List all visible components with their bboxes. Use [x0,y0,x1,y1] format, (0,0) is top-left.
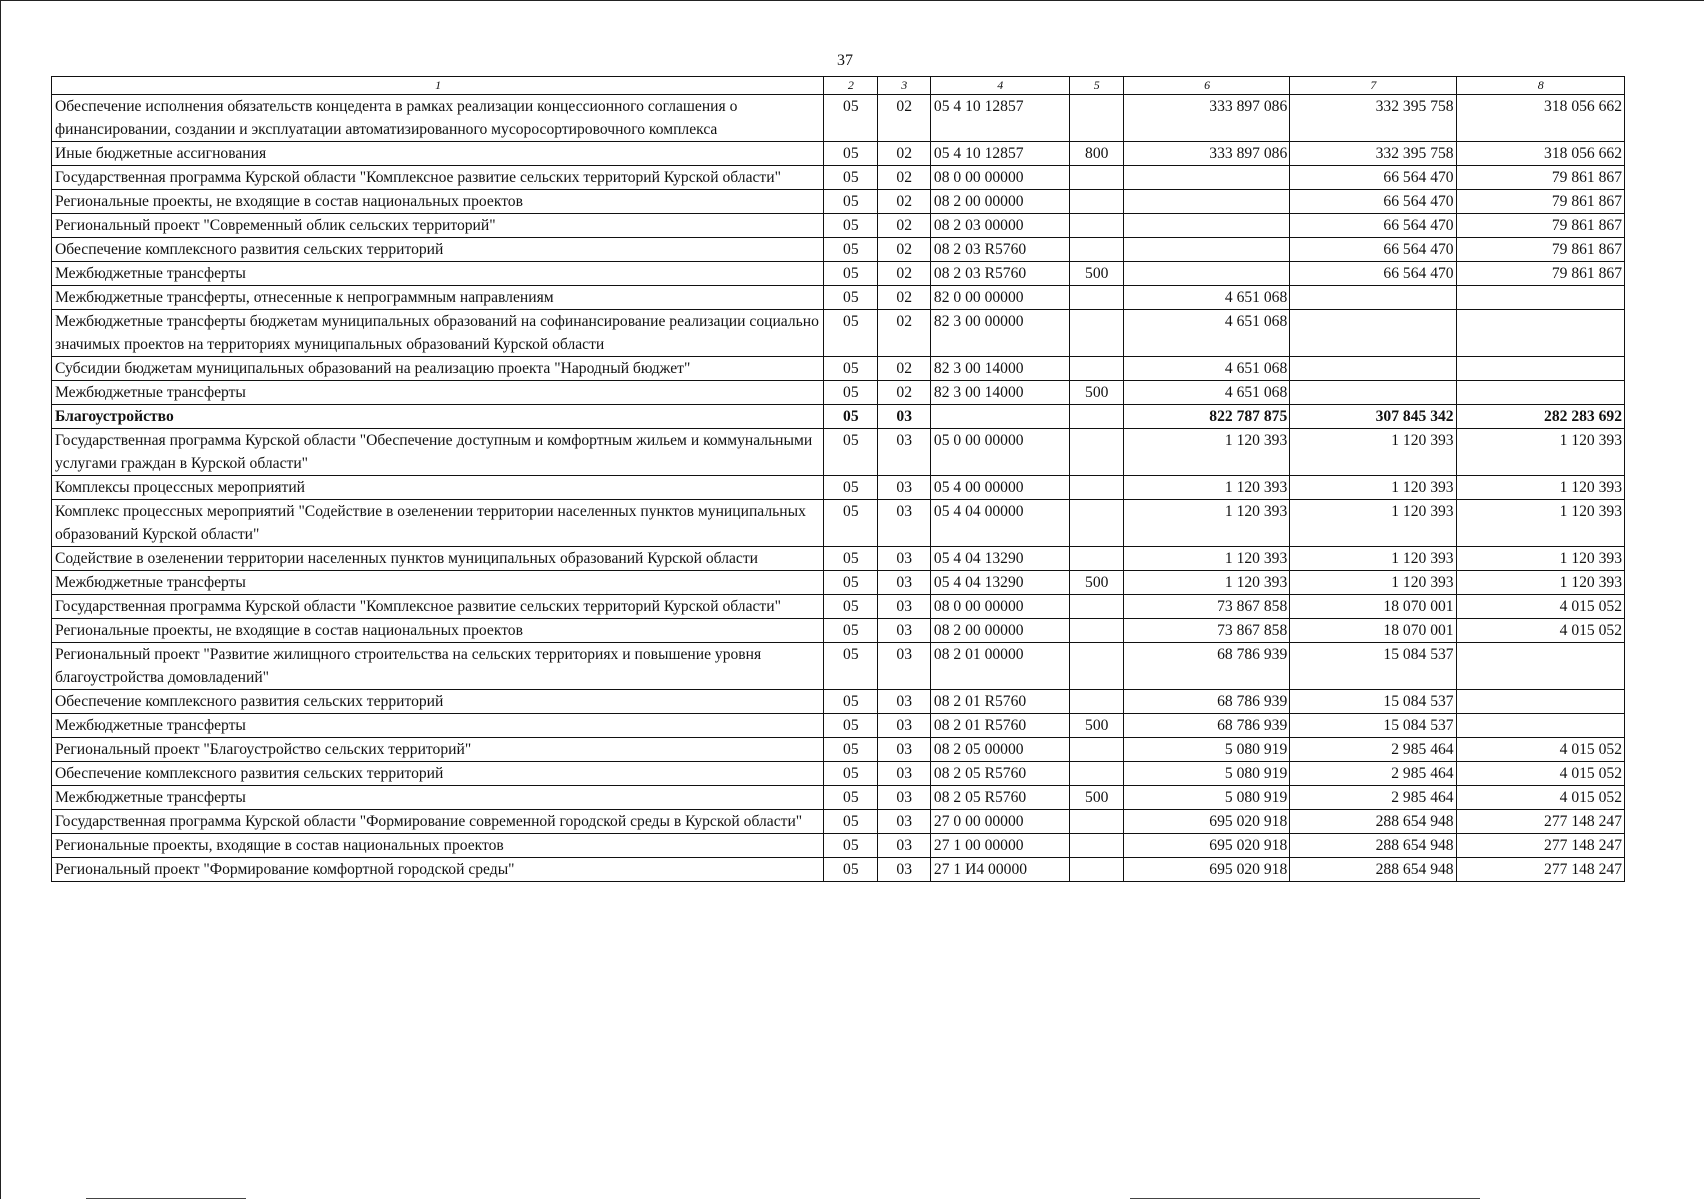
table-row [52,500,1625,547]
expense-type-code [1069,762,1123,786]
amount-col-6 [1123,190,1289,214]
column-header: 6 [1123,77,1289,95]
amount-col-8: 318 056 662 [1456,95,1624,142]
amount-col-8: 79 861 867 [1456,190,1624,214]
row-name: Региональные проекты, не входящие в состав национальных проектов [52,190,824,214]
target-article-code: 27 0 00 00000 [930,810,1069,834]
subsection-code: 03 [877,858,930,882]
row-name: Региональный проект "Формирование комфортной городской среды" [52,858,824,882]
target-article-code: 08 2 00 00000 [930,619,1069,643]
subsection-code: 03 [877,810,930,834]
row-name: Обеспечение комплексного развития сельских территорий [52,690,824,714]
expense-type-code [1069,286,1123,310]
subsection-code: 02 [877,357,930,381]
amount-col-6: 5 080 919 [1123,738,1289,762]
subsection-code: 02 [877,142,930,166]
target-article-code: 08 0 00 00000 [930,595,1069,619]
amount-col-8: 1 120 393 [1456,500,1624,547]
section-code: 05 [824,595,877,619]
amount-col-7: 66 564 470 [1290,262,1456,286]
column-header: 1 [52,77,824,95]
amount-col-6: 1 120 393 [1123,500,1289,547]
column-header: 5 [1069,77,1123,95]
table-row [52,595,1625,619]
section-code: 05 [824,762,877,786]
section-code: 05 [824,357,877,381]
amount-col-6: 333 897 086 [1123,142,1289,166]
row-name: Межбюджетные трансферты, отнесенные к непрограммным направлениям [52,286,824,310]
section-code: 05 [824,214,877,238]
row-name: Межбюджетные трансферты бюджетам муниципальных образований на софинансирование реализации социально значимых проектов на территориях муниципальных образований Курской области [52,310,824,357]
amount-col-7 [1290,381,1456,405]
row-name: Региональный проект "Развитие жилищного строительства на сельских территориях и повышение уровня благоустройства домовладений" [52,643,824,690]
row-name: Государственная программа Курской области "Обеспечение доступным и комфортным жильем и коммунальными услугами граждан в Курской области" [52,429,824,476]
section-code: 05 [824,690,877,714]
section-code: 05 [824,429,877,476]
expense-type-code [1069,357,1123,381]
column-number-row [52,77,1625,95]
expense-type-code [1069,738,1123,762]
subsection-code: 03 [877,429,930,476]
amount-col-7: 288 654 948 [1290,858,1456,882]
amount-col-8: 79 861 867 [1456,166,1624,190]
section-code: 05 [824,714,877,738]
section-code: 05 [824,286,877,310]
target-article-code: 05 4 00 00000 [930,476,1069,500]
amount-col-7: 18 070 001 [1290,619,1456,643]
amount-col-8 [1456,310,1624,357]
table-row [52,738,1625,762]
section-code: 05 [824,310,877,357]
target-article-code: 08 0 00 00000 [930,166,1069,190]
subsection-code: 03 [877,690,930,714]
table-row [52,547,1625,571]
section-code: 05 [824,95,877,142]
amount-col-8: 4 015 052 [1456,762,1624,786]
amount-col-6 [1123,166,1289,190]
row-name: Межбюджетные трансферты [52,381,824,405]
subsection-code: 02 [877,214,930,238]
target-article-code: 08 2 03 R5760 [930,262,1069,286]
row-name: Государственная программа Курской области "Комплексное развитие сельских территорий Курской области" [52,166,824,190]
table-row [52,476,1625,500]
subsection-code: 03 [877,786,930,810]
target-article-code: 82 3 00 14000 [930,357,1069,381]
amount-col-6: 73 867 858 [1123,595,1289,619]
amount-col-8 [1456,381,1624,405]
expense-type-code [1069,834,1123,858]
amount-col-8: 79 861 867 [1456,262,1624,286]
amount-col-6: 1 120 393 [1123,547,1289,571]
section-code: 05 [824,405,877,429]
amount-col-7: 1 120 393 [1290,547,1456,571]
table-row [52,190,1625,214]
scan-edge-line [86,1198,246,1199]
table-row [52,95,1625,142]
table-row [52,142,1625,166]
table-row [52,858,1625,882]
amount-col-7: 2 985 464 [1290,738,1456,762]
amount-col-6: 68 786 939 [1123,714,1289,738]
table-row [52,214,1625,238]
amount-col-7: 2 985 464 [1290,786,1456,810]
section-code: 05 [824,547,877,571]
expense-type-code [1069,476,1123,500]
subsection-code: 03 [877,619,930,643]
section-code: 05 [824,500,877,547]
section-code: 05 [824,786,877,810]
target-article-code: 08 2 00 00000 [930,190,1069,214]
amount-col-7: 1 120 393 [1290,476,1456,500]
expense-type-code [1069,429,1123,476]
amount-col-8 [1456,714,1624,738]
amount-col-6: 4 651 068 [1123,286,1289,310]
target-article-code: 08 2 01 R5760 [930,690,1069,714]
section-code: 05 [824,643,877,690]
section-code: 05 [824,834,877,858]
expense-type-code [1069,595,1123,619]
target-article-code: 08 2 03 R5760 [930,238,1069,262]
amount-col-6 [1123,238,1289,262]
row-name: Обеспечение комплексного развития сельских территорий [52,762,824,786]
amount-col-8 [1456,643,1624,690]
subsection-code: 03 [877,834,930,858]
column-header: 7 [1290,77,1456,95]
section-code: 05 [824,619,877,643]
budget-table-body [52,95,1625,882]
table-row [52,405,1625,429]
amount-col-6: 333 897 086 [1123,95,1289,142]
amount-col-8: 1 120 393 [1456,429,1624,476]
amount-col-8: 277 148 247 [1456,810,1624,834]
subsection-code: 03 [877,595,930,619]
amount-col-6: 695 020 918 [1123,834,1289,858]
amount-col-7: 288 654 948 [1290,834,1456,858]
expense-type-code: 800 [1069,142,1123,166]
subsection-code: 02 [877,238,930,262]
expense-type-code [1069,547,1123,571]
target-article-code: 05 4 10 12857 [930,142,1069,166]
amount-col-6: 4 651 068 [1123,381,1289,405]
row-name: Межбюджетные трансферты [52,571,824,595]
amount-col-8: 4 015 052 [1456,595,1624,619]
subsection-code: 02 [877,310,930,357]
amount-col-7: 2 985 464 [1290,762,1456,786]
subsection-code: 02 [877,166,930,190]
target-article-code: 08 2 05 R5760 [930,786,1069,810]
amount-col-8 [1456,286,1624,310]
subsection-code: 03 [877,738,930,762]
amount-col-7: 1 120 393 [1290,429,1456,476]
budget-table [51,76,1625,882]
column-header: 4 [930,77,1069,95]
table-row [52,786,1625,810]
row-name: Региональные проекты, входящие в состав национальных проектов [52,834,824,858]
subsection-code: 02 [877,190,930,214]
expense-type-code [1069,643,1123,690]
row-name: Государственная программа Курской области "Комплексное развитие сельских территорий Курской области" [52,595,824,619]
expense-type-code [1069,166,1123,190]
amount-col-7: 66 564 470 [1290,190,1456,214]
table-row [52,619,1625,643]
expense-type-code: 500 [1069,786,1123,810]
table-row [52,690,1625,714]
expense-type-code [1069,619,1123,643]
row-name: Межбюджетные трансферты [52,786,824,810]
target-article-code: 08 2 05 00000 [930,738,1069,762]
amount-col-8: 1 120 393 [1456,547,1624,571]
amount-col-6: 695 020 918 [1123,810,1289,834]
amount-col-8 [1456,357,1624,381]
table-row [52,166,1625,190]
amount-col-6: 5 080 919 [1123,762,1289,786]
column-header: 3 [877,77,930,95]
expense-type-code [1069,858,1123,882]
target-article-code: 82 0 00 00000 [930,286,1069,310]
row-name: Иные бюджетные ассигнования [52,142,824,166]
row-name: Региональный проект "Благоустройство сельских территорий" [52,738,824,762]
row-name: Субсидии бюджетам муниципальных образований на реализацию проекта "Народный бюджет" [52,357,824,381]
amount-col-6: 4 651 068 [1123,310,1289,357]
amount-col-7 [1290,310,1456,357]
expense-type-code [1069,95,1123,142]
amount-col-8: 1 120 393 [1456,571,1624,595]
subsection-code: 03 [877,762,930,786]
expense-type-code [1069,238,1123,262]
subsection-code: 03 [877,476,930,500]
amount-col-7: 307 845 342 [1290,405,1456,429]
amount-col-8: 4 015 052 [1456,738,1624,762]
amount-col-8: 277 148 247 [1456,858,1624,882]
section-code: 05 [824,142,877,166]
amount-col-7: 1 120 393 [1290,500,1456,547]
subsection-code: 03 [877,571,930,595]
section-code: 05 [824,738,877,762]
amount-col-6 [1123,262,1289,286]
amount-col-7: 15 084 537 [1290,690,1456,714]
target-article-code: 05 4 04 13290 [930,547,1069,571]
table-row [52,762,1625,786]
amount-col-8: 318 056 662 [1456,142,1624,166]
subsection-code: 02 [877,95,930,142]
amount-col-8: 4 015 052 [1456,619,1624,643]
table-row [52,238,1625,262]
amount-col-8: 1 120 393 [1456,476,1624,500]
row-name: Государственная программа Курской области "Формирование современной городской среды в Курской области" [52,810,824,834]
amount-col-8: 79 861 867 [1456,238,1624,262]
amount-col-6: 1 120 393 [1123,476,1289,500]
subsection-code: 03 [877,547,930,571]
table-row [52,286,1625,310]
page-number: 37 [837,52,853,69]
subsection-code: 03 [877,714,930,738]
target-article-code: 08 2 03 00000 [930,214,1069,238]
amount-col-7: 332 395 758 [1290,142,1456,166]
table-row [52,834,1625,858]
row-name: Комплексы процессных мероприятий [52,476,824,500]
amount-col-7: 18 070 001 [1290,595,1456,619]
subsection-code: 03 [877,500,930,547]
amount-col-6 [1123,214,1289,238]
subsection-code: 02 [877,262,930,286]
amount-col-6: 68 786 939 [1123,690,1289,714]
target-article-code: 82 3 00 00000 [930,310,1069,357]
section-code: 05 [824,858,877,882]
expense-type-code [1069,190,1123,214]
amount-col-7: 66 564 470 [1290,214,1456,238]
target-article-code [930,405,1069,429]
amount-col-7 [1290,286,1456,310]
scan-edge-line [1130,1198,1480,1199]
section-code: 05 [824,476,877,500]
amount-col-7: 66 564 470 [1290,166,1456,190]
amount-col-6: 5 080 919 [1123,786,1289,810]
section-code: 05 [824,381,877,405]
target-article-code: 05 4 10 12857 [930,95,1069,142]
row-name: Обеспечение исполнения обязательств концедента в рамках реализации концессионного соглашения о финансировании, создании и эксплуатации автоматизированного мусоросортировочного комплекса [52,95,824,142]
expense-type-code [1069,214,1123,238]
row-name: Межбюджетные трансферты [52,262,824,286]
section-code: 05 [824,166,877,190]
row-name: Комплекс процессных мероприятий "Содействие в озеленении территории населенных пунктов муниципальных образований Курской области" [52,500,824,547]
amount-col-6: 4 651 068 [1123,357,1289,381]
table-row [52,357,1625,381]
section-code: 05 [824,810,877,834]
row-name: Обеспечение комплексного развития сельских территорий [52,238,824,262]
amount-col-8: 282 283 692 [1456,405,1624,429]
subsection-code: 02 [877,286,930,310]
amount-col-6: 695 020 918 [1123,858,1289,882]
row-name: Благоустройство [52,405,824,429]
amount-col-8: 277 148 247 [1456,834,1624,858]
amount-col-6: 68 786 939 [1123,643,1289,690]
amount-col-7: 332 395 758 [1290,95,1456,142]
expense-type-code: 500 [1069,262,1123,286]
subsection-code: 02 [877,381,930,405]
target-article-code: 27 1 И4 00000 [930,858,1069,882]
target-article-code: 08 2 01 00000 [930,643,1069,690]
row-name: Региональные проекты, не входящие в состав национальных проектов [52,619,824,643]
expense-type-code [1069,310,1123,357]
amount-col-7: 15 084 537 [1290,643,1456,690]
column-header: 2 [824,77,877,95]
amount-col-8: 4 015 052 [1456,786,1624,810]
expense-type-code: 500 [1069,714,1123,738]
table-row [52,810,1625,834]
section-code: 05 [824,571,877,595]
section-code: 05 [824,190,877,214]
amount-col-8: 79 861 867 [1456,214,1624,238]
table-row [52,381,1625,405]
expense-type-code [1069,405,1123,429]
amount-col-7: 288 654 948 [1290,810,1456,834]
expense-type-code [1069,500,1123,547]
table-row [52,310,1625,357]
row-name: Региональный проект "Современный облик сельских территорий" [52,214,824,238]
column-header: 8 [1456,77,1624,95]
table-row [52,262,1625,286]
target-article-code: 05 4 04 00000 [930,500,1069,547]
amount-col-6: 73 867 858 [1123,619,1289,643]
section-code: 05 [824,238,877,262]
amount-col-7 [1290,357,1456,381]
table-row [52,714,1625,738]
table-row [52,429,1625,476]
table-row [52,643,1625,690]
subsection-code: 03 [877,405,930,429]
table-row [52,571,1625,595]
row-name: Содействие в озеленении территории населенных пунктов муниципальных образований Курской области [52,547,824,571]
amount-col-8 [1456,690,1624,714]
expense-type-code [1069,810,1123,834]
expense-type-code: 500 [1069,571,1123,595]
target-article-code: 05 0 00 00000 [930,429,1069,476]
amount-col-7: 1 120 393 [1290,571,1456,595]
amount-col-6: 822 787 875 [1123,405,1289,429]
target-article-code: 08 2 05 R5760 [930,762,1069,786]
amount-col-6: 1 120 393 [1123,571,1289,595]
amount-col-7: 15 084 537 [1290,714,1456,738]
amount-col-6: 1 120 393 [1123,429,1289,476]
target-article-code: 05 4 04 13290 [930,571,1069,595]
row-name: Межбюджетные трансферты [52,714,824,738]
amount-col-7: 66 564 470 [1290,238,1456,262]
target-article-code: 08 2 01 R5760 [930,714,1069,738]
expense-type-code [1069,690,1123,714]
section-code: 05 [824,262,877,286]
target-article-code: 27 1 00 00000 [930,834,1069,858]
expense-type-code: 500 [1069,381,1123,405]
target-article-code: 82 3 00 14000 [930,381,1069,405]
subsection-code: 03 [877,643,930,690]
